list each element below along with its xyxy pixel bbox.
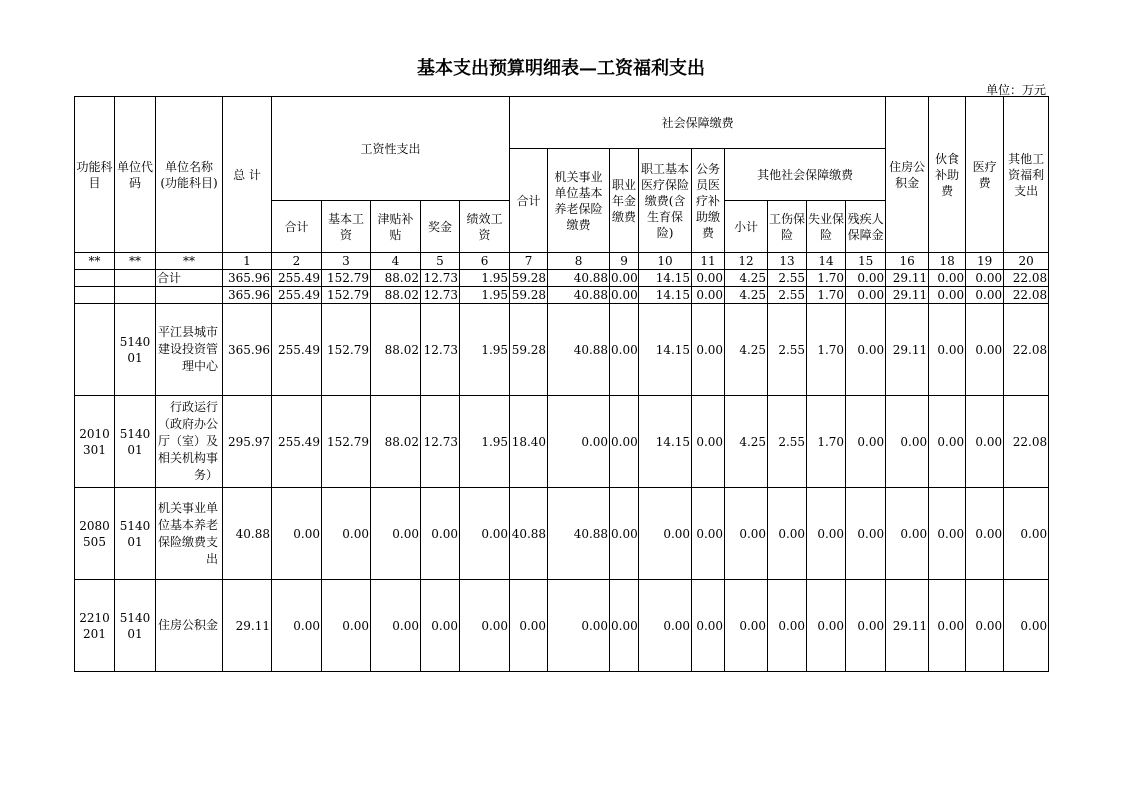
value-cell: 0.00	[692, 304, 725, 396]
header-func-subject: 功能科目	[75, 97, 115, 253]
index-cell: 18	[929, 253, 966, 270]
index-cell: 19	[966, 253, 1004, 270]
value-cell: 12.73	[421, 396, 460, 488]
value-cell: 0.00	[548, 396, 610, 488]
value-cell: 12.73	[421, 287, 460, 304]
unit-name-cell	[156, 287, 223, 304]
value-cell: 0.00	[929, 488, 966, 580]
index-cell: 15	[846, 253, 886, 270]
index-cell: **	[156, 253, 223, 270]
header-unemployment: 失业保险	[807, 201, 846, 253]
value-cell: 1.70	[807, 270, 846, 287]
value-cell: 2.55	[768, 270, 807, 287]
value-cell: 88.02	[371, 304, 421, 396]
header-social-total: 合计	[510, 149, 548, 253]
value-cell: 0.00	[846, 396, 886, 488]
index-cell: 2	[272, 253, 322, 270]
value-cell: 255.49	[272, 287, 322, 304]
value-cell: 0.00	[639, 488, 692, 580]
value-cell: 0.00	[692, 396, 725, 488]
value-cell: 0.00	[768, 488, 807, 580]
value-cell: 0.00	[322, 488, 371, 580]
value-cell: 59.28	[510, 304, 548, 396]
value-cell: 0.00	[272, 488, 322, 580]
value-cell: 0.00	[886, 396, 929, 488]
value-cell: 152.79	[322, 396, 371, 488]
value-cell: 40.88	[548, 304, 610, 396]
value-cell: 22.08	[1004, 304, 1049, 396]
index-cell: 3	[322, 253, 371, 270]
value-cell: 0.00	[548, 580, 610, 672]
value-cell: 1.95	[460, 396, 510, 488]
value-cell: 255.49	[272, 304, 322, 396]
value-cell: 0.00	[692, 287, 725, 304]
value-cell: 0.00	[807, 580, 846, 672]
header-other-welfare: 其他工资福利支出	[1004, 97, 1049, 253]
value-cell: 0.00	[929, 580, 966, 672]
value-cell: 0.00	[929, 287, 966, 304]
value-cell: 0.00	[846, 304, 886, 396]
budget-table	[74, 96, 1049, 672]
value-cell: 0.00	[611, 288, 638, 302]
value-cell: 152.79	[322, 304, 371, 396]
value-cell: 2.55	[768, 304, 807, 396]
value-cell: 0.00	[807, 488, 846, 580]
header-injury: 工伤保险	[768, 201, 807, 253]
value-cell: 0.00	[846, 580, 886, 672]
value-cell: 2.55	[768, 396, 807, 488]
index-cell: 4	[371, 253, 421, 270]
table-row	[75, 580, 1049, 672]
value-cell: 14.15	[639, 270, 692, 287]
header-housing: 住房公积金	[886, 97, 929, 253]
value-cell: 0.00	[322, 580, 371, 672]
value-cell: 0.00	[886, 488, 929, 580]
value-cell: 40.88	[510, 488, 548, 580]
value-cell: 22.08	[1004, 270, 1049, 287]
unit-code-cell: 514001	[115, 488, 156, 580]
index-cell: 16	[886, 253, 929, 270]
value-cell: 1.95	[460, 270, 510, 287]
index-cell: 12	[725, 253, 768, 270]
value-cell: 14.15	[639, 304, 692, 396]
index-cell: 13	[768, 253, 807, 270]
header-allowance: 津贴补贴	[371, 201, 421, 253]
unit-code-cell: 514001	[115, 580, 156, 672]
func-subject-cell	[75, 270, 115, 287]
value-cell: 0.00	[966, 396, 1004, 488]
func-subject-cell: 2080505	[75, 488, 115, 580]
value-cell: 40.88	[548, 270, 610, 287]
value-cell: 0.00	[272, 580, 322, 672]
func-subject-cell	[75, 304, 115, 396]
value-cell: 22.08	[1004, 287, 1049, 304]
header-disability: 残疾人保障金	[846, 201, 886, 253]
value-cell: 4.25	[725, 396, 768, 488]
value-cell: 29.11	[886, 270, 929, 287]
unit-code-cell	[115, 287, 156, 304]
header-bonus: 奖金	[421, 201, 460, 253]
value-cell: 59.28	[510, 287, 548, 304]
unit-name-cell: 住房公积金	[156, 580, 223, 672]
func-subject-cell	[75, 287, 115, 304]
value-cell: 14.15	[639, 396, 692, 488]
header-basic-salary: 基本工资	[322, 201, 371, 253]
value-cell: 4.25	[725, 287, 768, 304]
value-cell: 12.73	[421, 304, 460, 396]
header-med-fee: 医疗费	[966, 97, 1004, 253]
value-cell: 29.11	[223, 580, 272, 672]
index-cell: 11	[692, 253, 725, 270]
value-cell: 0.00	[610, 580, 639, 672]
value-cell: 0.00	[610, 488, 639, 580]
value-cell: 29.11	[886, 287, 929, 304]
value-cell: 295.97	[223, 396, 272, 488]
header-civil-medical: 公务员医疗补助缴费	[692, 149, 725, 253]
header-unit-name: 单位名称(功能科目)	[156, 97, 223, 253]
value-cell: 40.88	[548, 488, 610, 580]
index-cell: 14	[807, 253, 846, 270]
unit-name-cell: 平江县城市建设投资管理中心	[156, 304, 223, 396]
value-cell: 0.00	[1004, 488, 1049, 580]
value-cell: 0.00	[611, 271, 638, 285]
value-cell: 88.02	[371, 270, 421, 287]
unit-name-cell: 机关事业单位基本养老保险缴费支出	[156, 488, 223, 580]
value-cell: 0.00	[510, 580, 548, 672]
value-cell: 40.88	[223, 488, 272, 580]
value-cell: 4.25	[725, 304, 768, 396]
value-cell: 0.00	[929, 396, 966, 488]
value-cell: 12.73	[421, 270, 460, 287]
value-cell: 0.00	[768, 580, 807, 672]
value-cell: 40.88	[548, 287, 610, 304]
value-cell: 0.00	[460, 580, 510, 672]
value-cell: 365.96	[223, 304, 272, 396]
unit-name-cell: 合计	[156, 270, 223, 287]
index-cell: 6	[460, 253, 510, 270]
value-cell: 29.11	[886, 304, 929, 396]
header-other-subtotal: 小计	[725, 201, 768, 253]
table-row	[75, 488, 1049, 580]
value-cell: 1.70	[807, 304, 846, 396]
unit-code-cell: 514001	[115, 304, 156, 396]
value-cell: 365.96	[223, 270, 272, 287]
value-cell: 1.95	[460, 287, 510, 304]
unit-name-cell: 行政运行（政府办公厅（室）及相关机构事务）	[156, 396, 223, 488]
header-medical: 职工基本医疗保险缴费(含生育保险)	[639, 149, 692, 253]
header-other-social: 其他社会保障缴费	[725, 149, 886, 201]
value-cell: 0.00	[929, 270, 966, 287]
table-row	[75, 287, 1049, 304]
value-cell: 0.00	[966, 488, 1004, 580]
value-cell: 14.15	[639, 287, 692, 304]
value-cell: 0.00	[966, 304, 1004, 396]
value-cell: 0.00	[846, 287, 886, 304]
page-title: 基本支出预算明细表—工资福利支出	[417, 58, 705, 79]
unit-code-cell	[115, 270, 156, 287]
table-row	[75, 270, 1049, 287]
value-cell: 0.00	[725, 580, 768, 672]
value-cell: 2.55	[768, 287, 807, 304]
value-cell: 18.40	[510, 396, 548, 488]
index-cell: 10	[639, 253, 692, 270]
unit-label: 单位：万元	[985, 83, 1046, 97]
value-cell: 29.11	[886, 580, 929, 672]
header-performance: 绩效工资	[460, 201, 510, 253]
header-salary-total: 合计	[272, 201, 322, 253]
index-cell: 20	[1004, 253, 1049, 270]
value-cell: 0.00	[929, 304, 966, 396]
table-row	[75, 304, 1049, 396]
value-cell: 255.49	[272, 396, 322, 488]
unit-code-cell: 514001	[115, 396, 156, 488]
index-cell: 1	[223, 253, 272, 270]
value-cell: 0.00	[371, 580, 421, 672]
value-cell: 0.00	[371, 488, 421, 580]
value-cell: 0.00	[692, 488, 725, 580]
header-social-group: 社会保障缴费	[510, 97, 886, 149]
value-cell: 0.00	[966, 580, 1004, 672]
index-row	[75, 253, 1049, 270]
index-cell: 8	[548, 253, 610, 270]
value-cell: 0.00	[846, 488, 886, 580]
value-cell: 88.02	[371, 396, 421, 488]
header-annuity: 职业年金缴费	[610, 149, 639, 253]
header-pension: 机关事业单位基本养老保险缴费	[548, 149, 610, 253]
value-cell: 59.28	[510, 270, 548, 287]
value-cell: 0.00	[846, 270, 886, 287]
table-row	[75, 396, 1049, 488]
value-cell: 0.00	[610, 396, 639, 488]
value-cell: 152.79	[322, 270, 371, 287]
value-cell: 1.70	[807, 396, 846, 488]
value-cell: 4.25	[725, 270, 768, 287]
index-cell: **	[115, 253, 156, 270]
index-cell: 7	[510, 253, 548, 270]
value-cell: 0.00	[692, 580, 725, 672]
value-cell: 365.96	[223, 287, 272, 304]
header-salary-group: 工资性支出	[272, 97, 510, 201]
value-cell: 88.02	[371, 287, 421, 304]
value-cell: 0.00	[421, 580, 460, 672]
value-cell: 0.00	[610, 304, 639, 396]
index-cell: **	[75, 253, 115, 270]
index-cell: 9	[610, 253, 639, 270]
value-cell: 22.08	[1004, 396, 1049, 488]
value-cell: 1.70	[807, 287, 846, 304]
value-cell: 0.00	[692, 270, 725, 287]
func-subject-cell: 2010301	[75, 396, 115, 488]
value-cell: 0.00	[639, 580, 692, 672]
value-cell: 0.00	[421, 488, 460, 580]
header-total: 总 计	[223, 97, 272, 253]
header-meal: 伙食补助费	[929, 97, 966, 253]
value-cell: 255.49	[272, 270, 322, 287]
value-cell: 1.95	[460, 304, 510, 396]
index-cell: 5	[421, 253, 460, 270]
value-cell: 0.00	[966, 270, 1004, 287]
value-cell: 152.79	[322, 287, 371, 304]
value-cell: 0.00	[460, 488, 510, 580]
value-cell: 0.00	[1004, 580, 1049, 672]
func-subject-cell: 2210201	[75, 580, 115, 672]
value-cell: 0.00	[966, 287, 1004, 304]
header-unit-code: 单位代码	[115, 97, 156, 253]
table-body	[75, 253, 1049, 672]
value-cell: 0.00	[725, 488, 768, 580]
